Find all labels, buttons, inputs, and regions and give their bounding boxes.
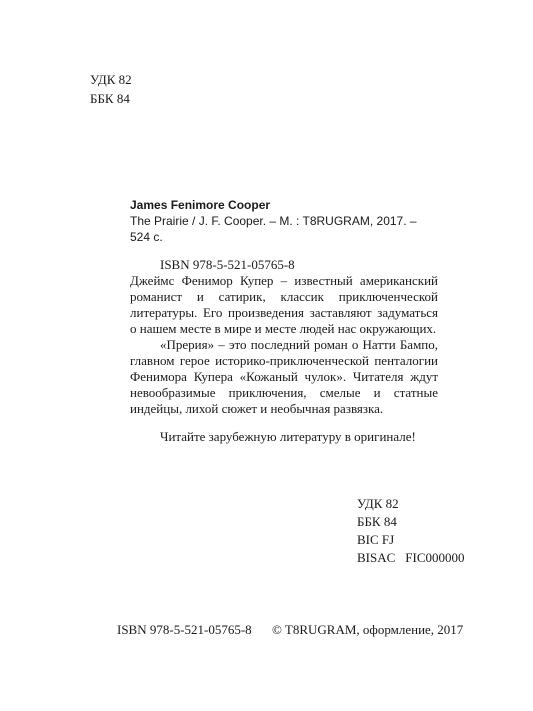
closing-slogan: Читайте зарубежную литературу в оригинале! xyxy=(160,429,416,444)
author-name: James Fenimore Cooper xyxy=(130,198,271,212)
udk-code-right: УДК 82 xyxy=(357,496,399,511)
bbk-code: ББК 84 xyxy=(90,91,130,106)
footer-isbn: ISBN 978-5-521-05765-8 xyxy=(117,622,252,637)
bisac-label: BISAC xyxy=(357,550,396,565)
page-count: 524 с. xyxy=(130,230,163,244)
bibliographic-record xyxy=(130,197,438,445)
annotation-paragraph-1: Джеймс Фенимор Купер – известный американский романист и сатирик, классик приключенческой литературы. Его произведения заставляют задуматься о нашем месте в мире и месте людей нас окружающих. xyxy=(130,273,438,336)
title-entry: The Prairie / J. F. Cooper. – M. : T8RUGRAM, 2017. – xyxy=(130,214,417,228)
top-classification-codes xyxy=(90,70,132,108)
right-classification-codes xyxy=(357,495,465,567)
bic-code: BIC FJ xyxy=(357,532,395,547)
udk-code: УДК 82 xyxy=(90,72,132,87)
annotation-paragraph-2: «Прерия» – это последний роман о Натти Бампо, главном герое историко-приключенческой пенталогии Фенимора Купера «Кожаный чулок». Читателя ждут невообразимые приключения, смелые и статные индейцы, лихой сюжет и необычная развязка. xyxy=(130,337,438,416)
bisac-code: FIC000000 xyxy=(405,550,465,565)
bisac-row xyxy=(357,549,465,567)
isbn-entry: ISBN 978-5-521-05765-8 xyxy=(160,257,295,272)
footer-copyright: © T8RUGRAM, оформление, 2017 xyxy=(272,622,464,637)
bbk-code-right: ББК 84 xyxy=(357,514,397,529)
